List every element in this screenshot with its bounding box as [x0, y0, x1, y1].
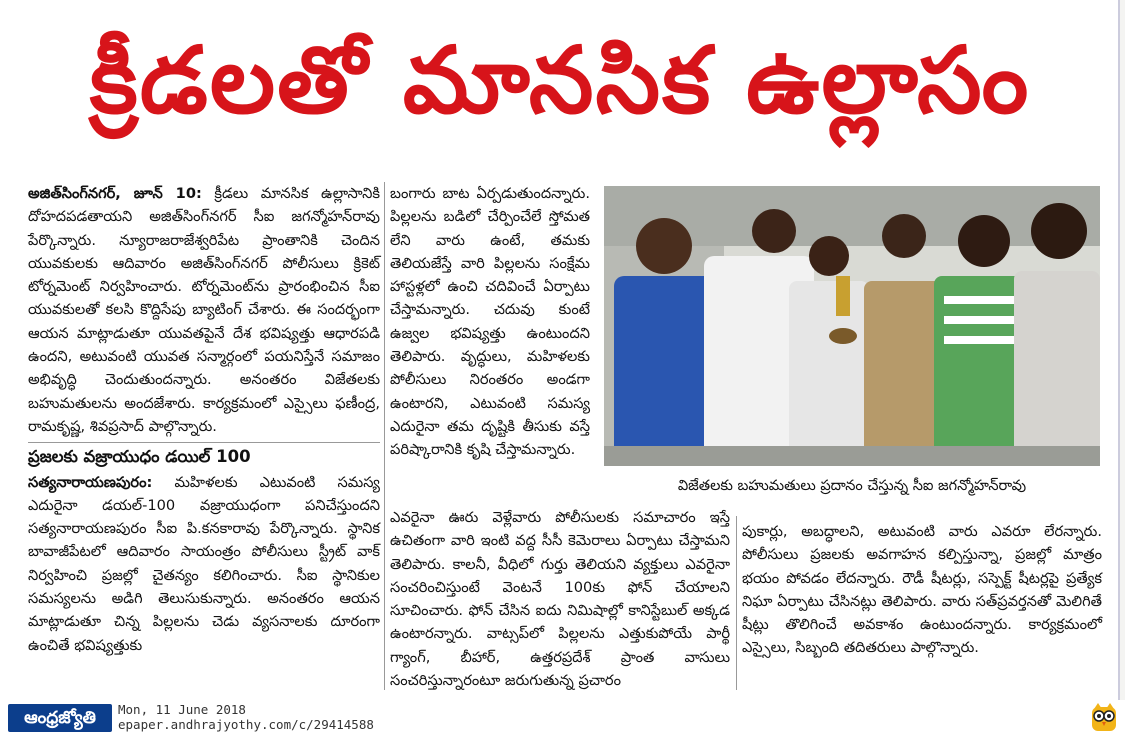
dateline: అజిత్‌సింగ్‌నగర్, జూన్ 10: [28, 185, 202, 202]
group-photo-image [604, 186, 1100, 466]
article-column-2 [390, 182, 590, 462]
column-divider [384, 182, 385, 690]
article-text: ఎవరైనా ఊరు వెళ్లేవారు పోలీసులకు సమాచారం ఇస్తే ఉచితంగా వారి ఇంటి వద్ద సీసీ కెమెరాలు ఏర్పాటు చేస్తామని తెలిపారు. కాలనీ, వీధిలో గుర్తు తెలియని వ్యక్తులు ఎవరైనా సంచరించిస్తుంటే వెంటనే 100కు ఫోన్ చేయాలని సూచించారు. ఫోన్ చేసిన ఐదు నిమిషాల్లో కానిస్టేబుల్ అక్కడ ఉంటారన్నారు. వాట్సప్‌లో పిల్లలను ఎత్తుకుపోయే పార్థీ గ్యాంగ్, బీహార్, ఉత్తరప్రదేశ్ ప్రాంత వాసులు సంచరిస్తున్నారంటూ జరుగుతున్న ప్రచారం [390, 509, 730, 690]
article-lead: క్రీడలు మానసిక ఉల్లాసానికి దోహదపడతాయని అజిత్‌సింగ్‌నగర్ సీఐ జగన్మోహన్‌రావు పేర్కొన్నారు. న్యూరాజరాజేశ్వరిపేట ప్రాంతానికి చెందిన యువకులకు ఆదివారం అజిత్‌సింగ్‌నగర్ పోలీసులు క్రికెట్ టోర్నమెంట్ నిర్వహించారు. టోర్నమెంట్‌ను ప్రారంభించిన సీఐ యువకులతో కలసి కొద్దిసేపు బ్యాటింగ్ చేశారు. ఈ సందర్భంగా ఆయన మాట్లాడుతూ యువతపైనే దేశ భవిష్యత్తు ఆధారపడి ఉందని, అటువంటి యువత సన్మార్గంలో పయనిస్తేనే సమాజం అభివృద్ధి చెందుతుందన్నారు. అనంతరం విజేతలకు బహుమతులను అందజేశారు. కార్యక్రమంలో ఎస్సైలు ఫణీంద్ర, రామకృష్ణ, శివప్రసాద్ పాల్గొన్నారు. [28, 185, 380, 435]
column-divider [736, 516, 737, 690]
headline: క్రీడలతో మానసిక ఉల్లాసం [89, 27, 1031, 134]
edition-date: Mon, 11 June 2018 [118, 702, 246, 717]
photo-caption: విజేతలకు బహుమతులు ప్రదానం చేస్తున్న సీఐ జగన్మోహన్‌రావు [677, 478, 1027, 494]
subheading: ప్రజలకు వజ్రాయుధం డయిల్ 100 [28, 442, 380, 468]
news-photo [604, 186, 1100, 466]
article-second: మహిళలకు ఎటువంటి సమస్య ఎదురైనా డయల్-100 వజ్రాయుధంగా పనిచేస్తుందని సత్యనారాయణపురం సీఐ పి.కనకారావు పేర్కొన్నారు. స్థానిక బావాజీపేటలో ఆదివారం సాయంత్రం పోలీసులు స్ట్రీట్ వాక్ నిర్వహించి ప్రజల్లో చైతన్యం కలిగించారు. సీఐ స్థానికుల సమస్యలను అడిగి తెలుసుకున్నారు. అనంతరం ఆయన మాట్లాడుతూ చిన్న పిల్లలను చెడు వ్యసనాలకు దూరంగా ఉంచితే భవిష్యత్తుకు [28, 473, 380, 654]
article-column-4 [742, 520, 1102, 660]
owl-icon[interactable] [1090, 703, 1118, 733]
epaper-meta [118, 702, 374, 732]
andhrajyothy-logo[interactable]: ఆంధ్రజ్యోతి [8, 704, 112, 732]
epaper-url[interactable]: epaper.andhrajyothy.com/c/29414588 [118, 717, 374, 732]
article-column-3 [390, 506, 730, 692]
article-text: పుకార్లు, అబద్ధాలని, అటువంటి వారు ఎవరూ లేరన్నారు. పోలీసులు ప్రజలకు అవగాహన కల్పిస్తున్నా, ప్రజల్లో మాత్రం భయం పోవడం లేదన్నారు. రౌడీ షీటర్లు, సస్పెక్ట్ షీటర్లపై ప్రత్యేక నిఘా ఏర్పాటు చేసినట్లు తెలిపారు. వారు సత్‌ప్రవర్తనతో మెలిగితే షీట్లు తొలిగించే అవకాశం ఉంటుందన్నారు. కార్యక్రమంలో ఎస్సైలు, సిబ్బంది తదితరులు పాల్గొన్నారు. [742, 523, 1102, 657]
article-text: బంగారు బాట ఏర్పడుతుందన్నారు. పిల్లలను బడిలో చేర్పించేలే స్తోమత లేని వారు ఉంటే, తమకు తెలియజేస్తే వారి పిల్లలను సంక్షేమ హాస్టళ్లలో ఉంచి చదివించే ఏర్పాటు చేస్తామన్నారు. చదువు కుంటే ఉజ్వల భవిష్యత్తు ఉంటుందని తెలిపారు. వృద్ధులు, మహిళలకు పోలీసులు నిరంతరం అండగా ఉంటారని, ఎటువంటి సమస్య ఎదురైనా తమ దృష్టికి తీసుకు వస్తే పరిష్కారానికి కృషి చేస్తామన్నారు. [390, 185, 590, 459]
dateline-2: సత్యనారాయణపురం: [28, 473, 153, 491]
article-column-1 [28, 182, 380, 657]
